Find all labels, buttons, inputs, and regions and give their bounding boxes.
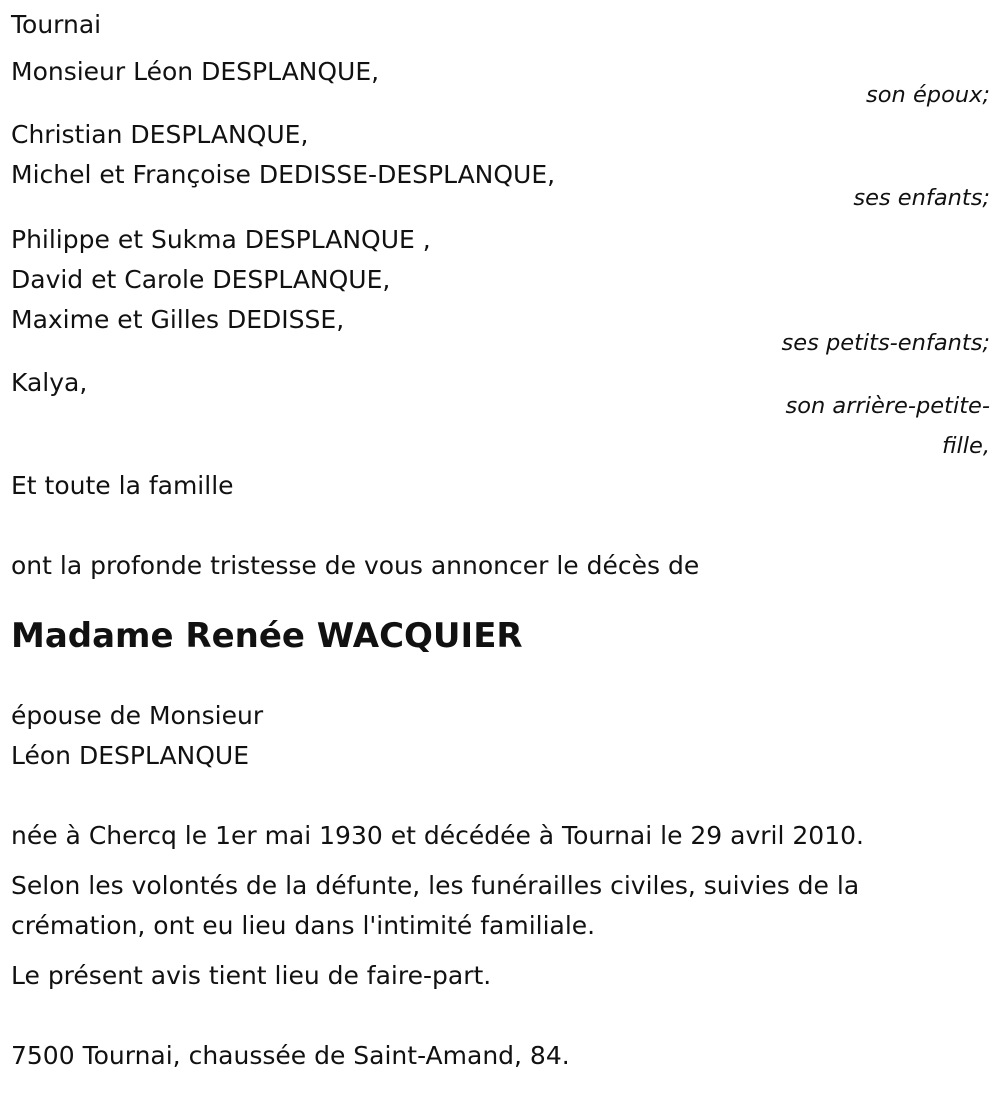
death-notice xyxy=(11,0,990,1076)
children-role: ses enfants; xyxy=(853,185,990,211)
spouse-name: Monsieur Léon DESPLANQUE, xyxy=(11,57,380,86)
deceased-name: Madame Renée WACQUIER xyxy=(11,616,523,656)
birth-death-dates: née à Chercq le 1er mai 1930 et décédée à Tournai le 29 avril 2010. xyxy=(11,821,864,850)
child-name: Christian DESPLANQUE, xyxy=(11,120,309,149)
grandchild-name: Maxime et Gilles DEDISSE, xyxy=(11,305,345,334)
great-grandchild-role-line: fille, xyxy=(941,433,990,459)
funeral-text-line: Selon les volontés de la défunte, les funérailles civiles, suivies de la xyxy=(11,871,860,900)
grandchildren-role: ses petits-enfants; xyxy=(781,330,990,356)
child-name: Michel et Françoise DEDISSE-DESPLANQUE, xyxy=(11,160,556,189)
great-grandchild-role xyxy=(11,386,990,466)
great-grandchild-name: Kalya, xyxy=(11,368,88,397)
grandchild-name: David et Carole DESPLANQUE, xyxy=(11,265,391,294)
announcement: ont la profonde tristesse de vous annoncer le décès de xyxy=(11,551,700,580)
faire-part-note: Le présent avis tient lieu de faire-part. xyxy=(11,961,492,990)
family-line: Et toute la famille xyxy=(11,471,234,500)
spouse-role: son époux; xyxy=(866,82,990,108)
wife-of-line: épouse de Monsieur xyxy=(11,701,264,730)
grandchild-name: Philippe et Sukma DESPLANQUE , xyxy=(11,225,431,254)
city-heading: Tournai xyxy=(11,10,102,39)
great-grandchild-role-line: son arrière-petite- xyxy=(785,393,990,419)
address: 7500 Tournai, chaussée de Saint-Amand, 84. xyxy=(11,1041,570,1070)
wife-of-line: Léon DESPLANQUE xyxy=(11,741,250,770)
funeral-text-line: crémation, ont eu lieu dans l'intimité familiale. xyxy=(11,911,596,940)
